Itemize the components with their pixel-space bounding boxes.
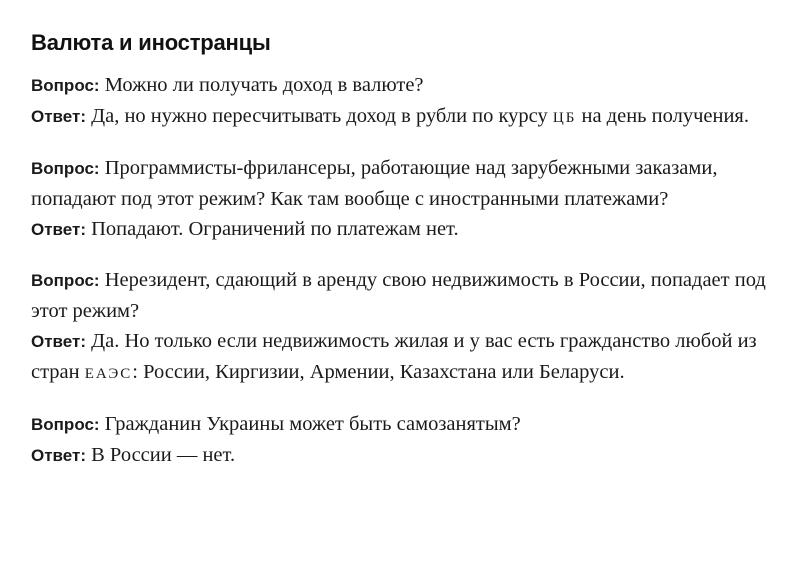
abbreviation: ЦБ: [552, 110, 577, 126]
answer-text: Попадают. Ограничений по платежам нет.: [91, 218, 459, 240]
question-line: [31, 153, 769, 214]
question-text: Программисты-фрилансеры, работающие над зарубежными заказами, попадают под этот режим? Как там вообще с иностранными платежами?: [31, 157, 718, 210]
answer-label: Ответ:: [31, 107, 86, 126]
answer-line: [31, 101, 769, 133]
section-title: Валюта и иностранцы: [31, 30, 271, 55]
question-line: [31, 70, 769, 101]
question-label: Вопрос:: [31, 76, 100, 95]
answer-line: [31, 326, 769, 389]
answer-text-continued: : России, Киргизии, Армении, Казахстана или Беларуси.: [132, 361, 625, 383]
answer-line: [31, 214, 769, 245]
question-label: Вопрос:: [31, 415, 100, 434]
qa-item: [31, 70, 769, 133]
answer-label: Ответ:: [31, 446, 86, 465]
question-line: [31, 409, 769, 440]
answer-text: Да. Но только если недвижимость жилая и у вас есть гражданство любой из стран: [31, 330, 757, 383]
answer-text: Да, но нужно пересчитывать доход в рубли по курсу: [91, 105, 548, 127]
question-label: Вопрос:: [31, 159, 100, 178]
answer-text-continued: на день получения.: [581, 105, 749, 127]
qa-item: [31, 153, 769, 245]
answer-label: Ответ:: [31, 220, 86, 239]
question-text: Можно ли получать доход в валюте?: [104, 74, 424, 96]
question-line: [31, 265, 769, 326]
qa-item: [31, 265, 769, 389]
answer-label: Ответ:: [31, 332, 86, 351]
question-text: Нерезидент, сдающий в аренду свою недвижимость в России, попадает под этот режим?: [31, 269, 766, 322]
answer-line: [31, 440, 769, 471]
question-text: Гражданин Украины может быть самозанятым?: [104, 413, 521, 435]
abbreviation: ЕАЭС: [84, 366, 133, 382]
question-label: Вопрос:: [31, 271, 100, 290]
qa-item: [31, 409, 769, 471]
answer-text: В России — нет.: [91, 444, 236, 466]
